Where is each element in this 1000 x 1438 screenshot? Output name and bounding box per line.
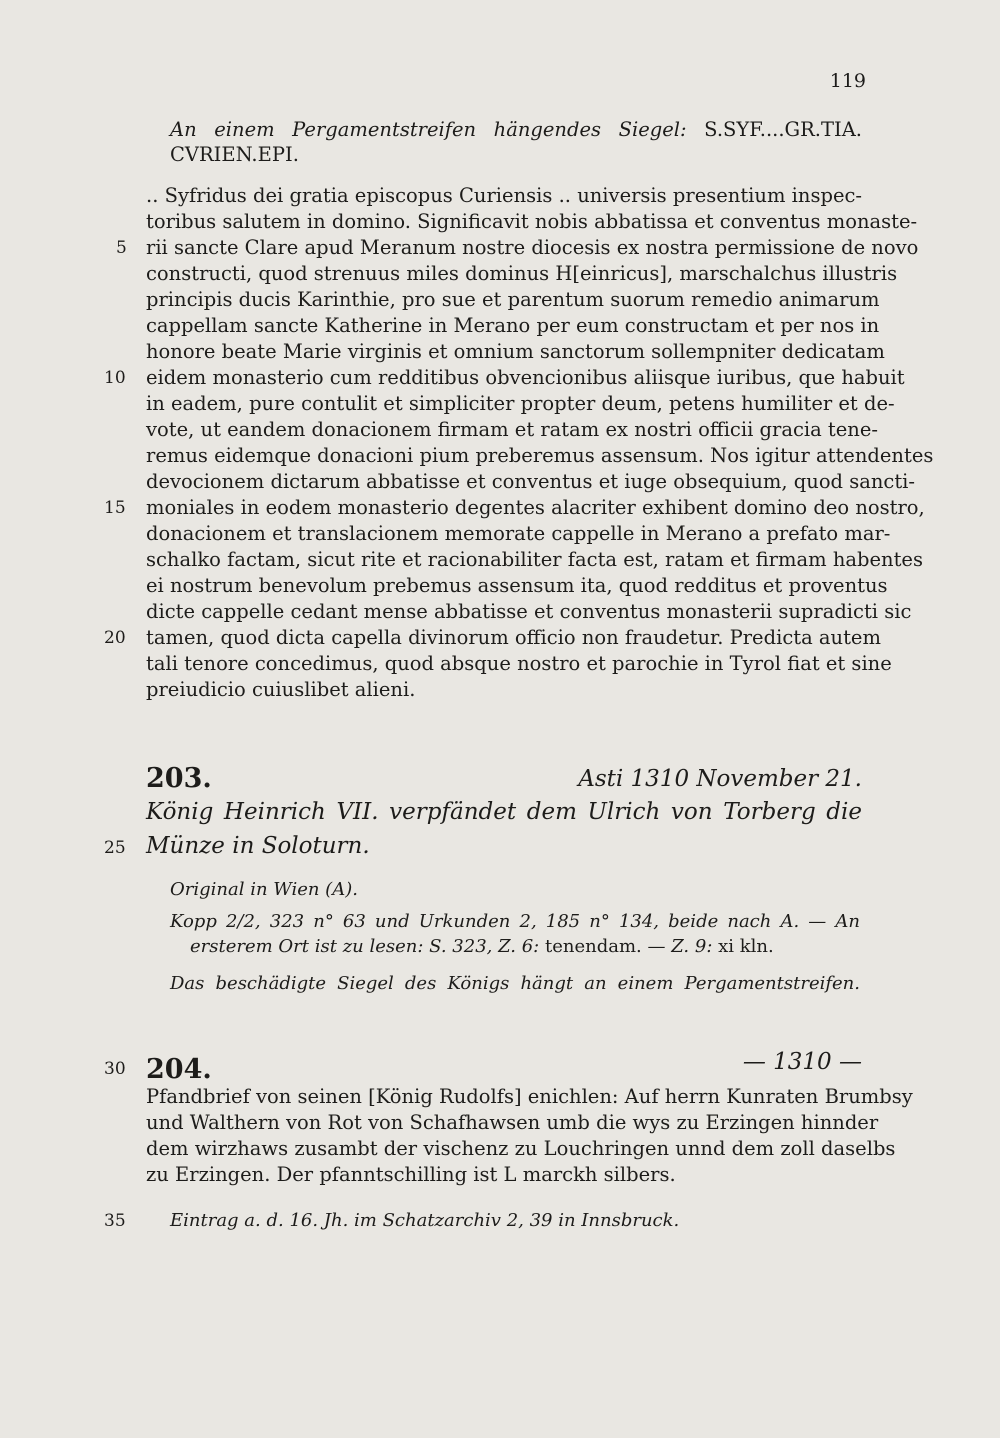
text-line: honore beate Marie virginis et omnium sanctorum sollempniter dedicatam bbox=[146, 340, 885, 363]
line-number: 20 bbox=[104, 628, 126, 648]
print-note-continued bbox=[190, 934, 860, 959]
seal-note: Das beschädigte Siegel des Königs hängt an einem Pergamentstreifen. bbox=[170, 973, 860, 994]
line-number: 10 bbox=[104, 368, 126, 388]
line-number: 5 bbox=[116, 238, 127, 258]
text-line: in eadem, pure contulit et simpliciter propter deum, petens humiliter et de- bbox=[146, 392, 895, 415]
text-line: eidem monasterio cum redditibus obvencionibus aliisque iuribus, que habuit bbox=[146, 366, 905, 389]
text-line: vote, ut eandem donacionem firmam et ratam ex nostri officii gracia tene- bbox=[146, 418, 878, 441]
seal-description bbox=[170, 117, 862, 143]
text-line: principis ducis Karinthie, pro sue et parentum suorum remedio animarum bbox=[146, 288, 880, 311]
page-number: 119 bbox=[829, 70, 866, 92]
text-line: Pfandbrief von seinen [König Rudolfs] enichlen: Auf herrn Kunraten Brumbsy bbox=[146, 1085, 913, 1108]
original-note: Original in Wien (A). bbox=[170, 879, 358, 900]
line-number: 35 bbox=[104, 1211, 126, 1231]
text-line: donacionem et translacionem memorate cappelle in Merano a prefato mar- bbox=[146, 522, 891, 545]
seal-legend: S.SYF....GR.TIA. bbox=[704, 118, 862, 141]
line-number: 30 bbox=[104, 1059, 126, 1079]
source-note: Eintrag a. d. 16. Jh. im Schatzarchiv 2, 39 in Innsbruck. bbox=[170, 1210, 680, 1231]
text-line: devocionem dictarum abbatisse et conventus et iuge obsequium, quod sancti- bbox=[146, 470, 916, 493]
text-line: rii sancte Clare apud Meranum nostre diocesis ex nostra permissione de novo bbox=[146, 236, 919, 259]
text-line: toribus salutem in domino. Significavit nobis abbatissa et conventus monaste- bbox=[146, 210, 918, 233]
text-line: cappellam sancte Katherine in Merano per eum constructam et per nos in bbox=[146, 314, 880, 337]
document-date: — 1310 — bbox=[742, 1049, 862, 1075]
document-number: 203. bbox=[146, 763, 212, 794]
text-line: moniales in eodem monasterio degentes alacriter exhibent domino deo nostro, bbox=[146, 496, 925, 519]
text-line: remus eidemque donacioni pium preberemus assensum. Nos igitur attendentes bbox=[146, 444, 934, 467]
seal-intro: An einem Pergamentstreifen hängendes Siegel: bbox=[170, 118, 687, 141]
document-number: 204. bbox=[146, 1054, 212, 1085]
print-note-part: — Z. 9: bbox=[647, 936, 713, 957]
text-line: preiudicio cuiuslibet alieni. bbox=[146, 678, 416, 701]
text-line: tamen, quod dicta capella divinorum officio non fraudetur. Predicta autem bbox=[146, 626, 881, 649]
print-note: Kopp 2/2, 323 n° 63 und Urkunden 2, 185 n° 134, beide nach A. — An bbox=[170, 911, 860, 932]
print-note-reading: xi kln. bbox=[718, 936, 774, 957]
text-line: und Walthern von Rot von Schafhawsen umb die wys zu Erzingen hinnder bbox=[146, 1111, 879, 1134]
line-number: 25 bbox=[104, 838, 126, 858]
text-line: ei nostrum benevolum prebemus assensum ita, quod redditus et proventus bbox=[146, 574, 888, 597]
seal-legend-continued: CVRIEN.EPI. bbox=[170, 143, 299, 166]
text-line: schalko factam, sicut rite et racionabiliter facta est, ratam et firmam habentes bbox=[146, 548, 923, 571]
text-line: zu Erzingen. Der pfanntschilling ist L marckh silbers. bbox=[146, 1163, 676, 1186]
text-line: tali tenore concedimus, quod absque nostro et parochie in Tyrol fiat et sine bbox=[146, 652, 892, 675]
text-line: constructi, quod strenuus miles dominus H[einricus], marschalchus illustris bbox=[146, 262, 898, 285]
line-number: 15 bbox=[104, 498, 126, 518]
text-line: .. Syfridus dei gratia episcopus Curiensis .. universis presentium inspec- bbox=[146, 184, 862, 207]
regest-line: König Heinrich VII. verpfändet dem Ulrich von Torberg die bbox=[146, 799, 862, 825]
text-line: dem wirzhaws zusambt der vischenz zu Louchringen unnd dem zoll daselbs bbox=[146, 1137, 896, 1160]
document-date: Asti 1310 November 21. bbox=[578, 766, 862, 792]
print-note-reading: tenendam. bbox=[545, 936, 642, 957]
regest-line: Münze in Soloturn. bbox=[146, 833, 370, 859]
text-line: dicte cappelle cedant mense abbatisse et conventus monasterii supradicti sic bbox=[146, 600, 912, 623]
print-note-part: ersterem Ort ist zu lesen: S. 323, Z. 6: bbox=[190, 936, 540, 957]
